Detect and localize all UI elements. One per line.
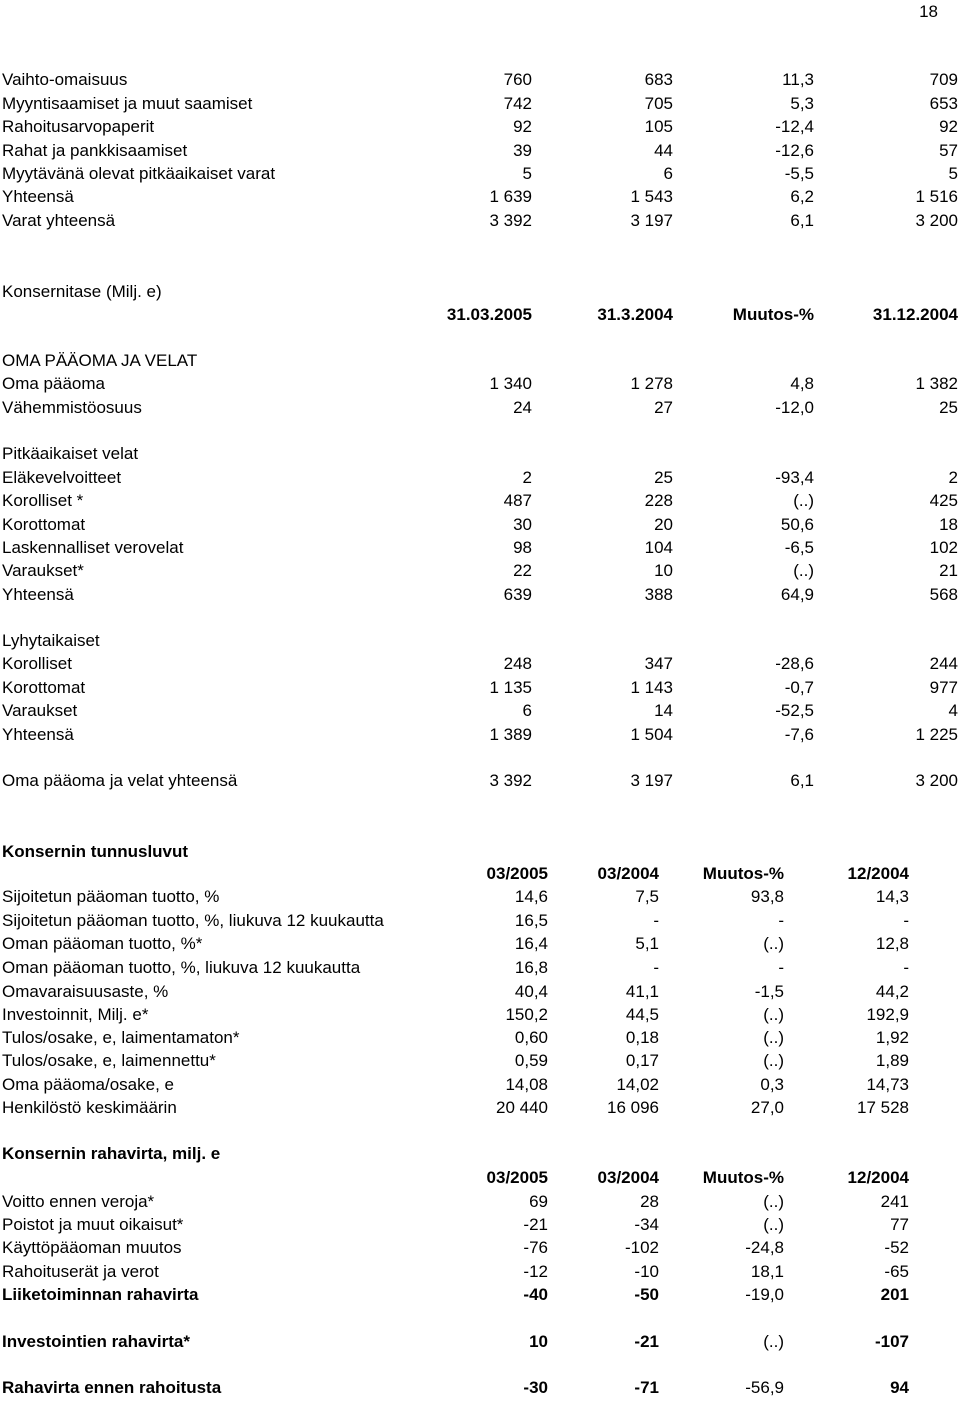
subheading — [0, 350, 960, 372]
row-label: Henkilöstö keskimäärin — [2, 1098, 177, 1117]
table-row — [0, 116, 960, 138]
column-header: 12/2004 — [847, 1168, 909, 1187]
value-cell: -107 — [874, 1332, 909, 1351]
table-row — [0, 1261, 960, 1283]
table-row — [0, 560, 960, 582]
value-cell: 6 — [663, 164, 673, 183]
value-cell: 41,1 — [625, 982, 659, 1001]
row-label: Rahoitusarvopaperit — [2, 117, 155, 136]
row-label: Yhteensä — [2, 187, 74, 206]
value-cell: 77 — [890, 1215, 909, 1234]
row-label: Varaukset* — [2, 561, 84, 580]
table-row — [0, 1214, 960, 1236]
value-cell: 3 197 — [630, 211, 673, 230]
table-row — [0, 677, 960, 699]
value-cell: 17 528 — [857, 1098, 909, 1117]
row-label: Korottomat — [2, 678, 86, 697]
value-cell: 10 — [654, 561, 673, 580]
value-cell: 14,02 — [616, 1075, 659, 1094]
value-cell: -7,6 — [784, 725, 814, 744]
column-header: 03/2004 — [597, 864, 659, 883]
column-header: 03/2005 — [486, 1168, 548, 1187]
row-label: Oma pääoma ja velat yhteensä — [2, 771, 238, 790]
value-cell: 44,2 — [875, 982, 909, 1001]
value-cell: (..) — [763, 1051, 784, 1070]
value-cell: 12,8 — [875, 934, 909, 953]
table-row — [0, 886, 960, 908]
row-label: Investoinnit, Milj. e* — [2, 1005, 149, 1024]
table-row — [0, 514, 960, 536]
value-cell: 93,8 — [750, 887, 784, 906]
value-cell: 57 — [939, 141, 958, 160]
cash-flow-title: Konsernin rahavirta, milj. e — [2, 1144, 221, 1163]
value-cell: 244 — [929, 654, 958, 673]
value-cell: 760 — [503, 70, 532, 89]
table-row — [0, 93, 960, 115]
total-row — [0, 1331, 960, 1353]
row-label: Rahoituserät ja verot — [2, 1262, 159, 1281]
value-cell: 709 — [929, 70, 958, 89]
value-cell: 27,0 — [750, 1098, 784, 1117]
value-cell: -21 — [523, 1215, 548, 1234]
row-label: Myytävänä olevat pitkäaikaiset varat — [2, 164, 276, 183]
value-cell: 25 — [654, 468, 673, 487]
value-cell: 4,8 — [790, 374, 814, 393]
value-cell: 1,89 — [875, 1051, 909, 1070]
value-cell: -12,0 — [775, 398, 814, 417]
subheading — [0, 443, 960, 465]
value-cell: 1 504 — [630, 725, 673, 744]
row-label: Käyttöpääoman muutos — [2, 1238, 182, 1257]
row-label: Liiketoiminnan rahavirta — [2, 1285, 199, 1304]
value-cell: 1 340 — [489, 374, 532, 393]
value-cell: 1,92 — [875, 1028, 909, 1047]
value-cell: -30 — [523, 1378, 548, 1397]
value-cell: 16,8 — [514, 958, 548, 977]
value-cell: -6,5 — [784, 538, 814, 557]
balance-title: Konsernitase (Milj. e) — [2, 282, 162, 301]
value-cell: 3 392 — [489, 211, 532, 230]
value-cell: -65 — [884, 1262, 909, 1281]
value-cell: -34 — [634, 1215, 659, 1234]
value-cell: 347 — [644, 654, 673, 673]
value-cell: 105 — [644, 117, 673, 136]
table-row — [0, 910, 960, 932]
column-header: 12/2004 — [847, 864, 909, 883]
value-cell: -24,8 — [745, 1238, 784, 1257]
value-cell: 98 — [513, 538, 532, 557]
value-cell: -5,5 — [784, 164, 814, 183]
table-row — [0, 700, 960, 722]
value-cell: - — [653, 911, 659, 930]
equity-heading: OMA PÄÄOMA JA VELAT — [2, 351, 198, 370]
row-label: Oman pääoman tuotto, %* — [2, 934, 203, 953]
value-cell: 3 392 — [489, 771, 532, 790]
column-header: Muutos-% — [732, 305, 814, 324]
value-cell: 30 — [513, 515, 532, 534]
value-cell: 40,4 — [514, 982, 548, 1001]
row-label: Rahat ja pankkisaamiset — [2, 141, 188, 160]
value-cell: 22 — [513, 561, 532, 580]
value-cell: 0,17 — [625, 1051, 659, 1070]
table-row — [0, 140, 960, 162]
row-label: Laskennalliset verovelat — [2, 538, 184, 557]
value-cell: 1 135 — [489, 678, 532, 697]
column-header: 03/2004 — [597, 1168, 659, 1187]
value-cell: -21 — [634, 1332, 659, 1351]
value-cell: 92 — [513, 117, 532, 136]
value-cell: (..) — [763, 1028, 784, 1047]
page-number: 18 — [919, 2, 938, 21]
total-row — [0, 770, 960, 792]
value-cell: 14 — [654, 701, 673, 720]
value-cell: -102 — [624, 1238, 659, 1257]
value-cell: 653 — [929, 94, 958, 113]
value-cell: 683 — [644, 70, 673, 89]
table-row — [0, 186, 960, 208]
value-cell: -52,5 — [775, 701, 814, 720]
row-label: Eläkevelvoitteet — [2, 468, 122, 487]
value-cell: -1,5 — [754, 982, 784, 1001]
row-label: Investointien rahavirta* — [2, 1332, 191, 1351]
value-cell: - — [778, 911, 784, 930]
value-cell: 21 — [939, 561, 958, 580]
value-cell: 14,3 — [875, 887, 909, 906]
value-cell: 425 — [929, 491, 958, 510]
value-cell: 1 543 — [630, 187, 673, 206]
row-label: Korolliset — [2, 654, 72, 673]
value-cell: - — [903, 911, 909, 930]
value-cell: 639 — [503, 585, 532, 604]
row-label: Tulos/osake, e, laimennettu* — [2, 1051, 216, 1070]
value-cell: 2 — [522, 468, 532, 487]
value-cell: 2 — [948, 468, 958, 487]
value-cell: 4 — [948, 701, 958, 720]
value-cell: 16,4 — [514, 934, 548, 953]
value-cell: 150,2 — [505, 1005, 548, 1024]
row-label: Korolliset * — [2, 491, 84, 510]
table-row — [0, 537, 960, 559]
value-cell: 28 — [640, 1192, 659, 1211]
value-cell: 192,9 — [866, 1005, 909, 1024]
row-label: Sijoitetun pääoman tuotto, % — [2, 887, 220, 906]
row-label: Omavaraisuusaste, % — [2, 982, 169, 1001]
value-cell: 94 — [890, 1378, 909, 1397]
value-cell: 388 — [644, 585, 673, 604]
table-row — [0, 653, 960, 675]
column-header: 03/2005 — [486, 864, 548, 883]
value-cell: -56,9 — [745, 1378, 784, 1397]
value-cell: 1 143 — [630, 678, 673, 697]
table-row — [0, 981, 960, 1003]
value-cell: 5 — [948, 164, 958, 183]
row-label: Voitto ennen veroja* — [2, 1192, 155, 1211]
value-cell: 5,1 — [635, 934, 659, 953]
value-cell: 6 — [522, 701, 532, 720]
value-cell: - — [778, 958, 784, 977]
value-cell: 487 — [503, 491, 532, 510]
table-row — [0, 373, 960, 395]
value-cell: 568 — [929, 585, 958, 604]
value-cell: 50,6 — [780, 515, 814, 534]
value-cell: 705 — [644, 94, 673, 113]
table-row — [0, 163, 960, 185]
value-cell: 1 639 — [489, 187, 532, 206]
table-row — [0, 724, 960, 746]
column-header: Muutos-% — [702, 864, 784, 883]
value-cell: (..) — [793, 491, 814, 510]
value-cell: -0,7 — [784, 678, 814, 697]
value-cell: 20 440 — [496, 1098, 548, 1117]
value-cell: (..) — [763, 1215, 784, 1234]
value-cell: 10 — [529, 1332, 548, 1351]
value-cell: -10 — [634, 1262, 659, 1281]
value-cell: - — [653, 958, 659, 977]
value-cell: 102 — [929, 538, 958, 557]
value-cell: 5,3 — [790, 94, 814, 113]
subheading — [0, 630, 960, 652]
value-cell: 64,9 — [780, 585, 814, 604]
shortterm-heading: Lyhytaikaiset — [2, 631, 100, 650]
value-cell: (..) — [763, 1005, 784, 1024]
table-row — [0, 933, 960, 955]
table-header — [0, 863, 960, 885]
value-cell: 1 278 — [630, 374, 673, 393]
value-cell: -71 — [634, 1378, 659, 1397]
value-cell: 0,59 — [514, 1051, 548, 1070]
value-cell: 1 382 — [915, 374, 958, 393]
value-cell: 20 — [654, 515, 673, 534]
value-cell: - — [903, 958, 909, 977]
total-row — [0, 1377, 960, 1399]
value-cell: 228 — [644, 491, 673, 510]
row-label: Korottomat — [2, 515, 86, 534]
value-cell: 18 — [939, 515, 958, 534]
value-cell: 201 — [880, 1285, 909, 1304]
value-cell: 0,60 — [514, 1028, 548, 1047]
table-row — [0, 584, 960, 606]
section-title — [0, 1143, 960, 1165]
table-row — [0, 467, 960, 489]
value-cell: 44 — [654, 141, 673, 160]
row-label: Tulos/osake, e, laimentamaton* — [2, 1028, 240, 1047]
column-header: 31.12.2004 — [872, 305, 958, 324]
row-label: Oma pääoma — [2, 374, 105, 393]
row-label: Vaihto-omaisuus — [2, 70, 128, 89]
longterm-heading: Pitkäaikaiset velat — [2, 444, 139, 463]
value-cell: 11,3 — [782, 70, 814, 89]
row-label: Vähemmistöosuus — [2, 398, 142, 417]
section-title — [0, 841, 960, 863]
value-cell: 3 200 — [915, 771, 958, 790]
value-cell: 69 — [529, 1192, 548, 1211]
total-row — [0, 1284, 960, 1306]
value-cell: 1 516 — [915, 187, 958, 206]
value-cell: 248 — [503, 654, 532, 673]
value-cell: 25 — [939, 398, 958, 417]
value-cell: (..) — [763, 1332, 784, 1351]
table-row — [0, 1074, 960, 1096]
row-label: Oman pääoman tuotto, %, liukuva 12 kuukautta — [2, 958, 361, 977]
value-cell: 14,6 — [514, 887, 548, 906]
row-label: Poistot ja muut oikaisut* — [2, 1215, 184, 1234]
table-row — [0, 1004, 960, 1026]
value-cell: 14,08 — [505, 1075, 548, 1094]
value-cell: -40 — [523, 1285, 548, 1304]
column-header: 31.3.2004 — [597, 305, 673, 324]
key-figures-title: Konsernin tunnusluvut — [2, 842, 189, 861]
value-cell: 6,1 — [790, 211, 814, 230]
row-label: Myyntisaamiset ja muut saamiset — [2, 94, 253, 113]
value-cell: 14,73 — [866, 1075, 909, 1094]
table-row — [0, 1050, 960, 1072]
value-cell: 1 389 — [489, 725, 532, 744]
value-cell: -12,6 — [775, 141, 814, 160]
value-cell: 0,3 — [760, 1075, 784, 1094]
table-row — [0, 1237, 960, 1259]
row-label: Yhteensä — [2, 585, 74, 604]
table-row — [0, 397, 960, 419]
value-cell: 6,2 — [790, 187, 814, 206]
value-cell: 0,18 — [625, 1028, 659, 1047]
table-row — [0, 957, 960, 979]
value-cell: 16 096 — [607, 1098, 659, 1117]
value-cell: 241 — [880, 1192, 909, 1211]
value-cell: 39 — [513, 141, 532, 160]
value-cell: -28,6 — [775, 654, 814, 673]
row-label: Sijoitetun pääoman tuotto, %, liukuva 12 kuukautta — [2, 911, 384, 930]
value-cell: 16,5 — [514, 911, 548, 930]
value-cell: 7,5 — [635, 887, 659, 906]
value-cell: (..) — [763, 934, 784, 953]
value-cell: -76 — [523, 1238, 548, 1257]
column-header: Muutos-% — [702, 1168, 784, 1187]
value-cell: 27 — [654, 398, 673, 417]
value-cell: 44,5 — [625, 1005, 659, 1024]
value-cell: (..) — [793, 561, 814, 580]
value-cell: 6,1 — [790, 771, 814, 790]
table-row — [0, 490, 960, 512]
value-cell: 3 200 — [915, 211, 958, 230]
value-cell: 5 — [522, 164, 532, 183]
row-label: Varat yhteensä — [2, 211, 116, 230]
value-cell: 3 197 — [630, 771, 673, 790]
table-row — [0, 1027, 960, 1049]
value-cell: -19,0 — [745, 1285, 784, 1304]
table-header — [0, 304, 960, 326]
section-title — [0, 281, 960, 303]
value-cell: 104 — [644, 538, 673, 557]
value-cell: -52 — [884, 1238, 909, 1257]
value-cell: -50 — [634, 1285, 659, 1304]
value-cell: 18,1 — [750, 1262, 784, 1281]
value-cell: 977 — [929, 678, 958, 697]
row-label: Varaukset — [2, 701, 78, 720]
table-row — [0, 1097, 960, 1119]
table-header — [0, 1167, 960, 1189]
value-cell: 92 — [939, 117, 958, 136]
column-header: 31.03.2005 — [446, 305, 532, 324]
row-label: Yhteensä — [2, 725, 74, 744]
value-cell: 1 225 — [915, 725, 958, 744]
table-row — [0, 69, 960, 91]
value-cell: 24 — [513, 398, 532, 417]
table-row — [0, 1191, 960, 1213]
row-label: Oma pääoma/osake, e — [2, 1075, 174, 1094]
value-cell: 742 — [503, 94, 532, 113]
value-cell: -93,4 — [775, 468, 814, 487]
table-row — [0, 210, 960, 232]
value-cell: -12,4 — [775, 117, 814, 136]
row-label: Rahavirta ennen rahoitusta — [2, 1378, 222, 1397]
value-cell: -12 — [523, 1262, 548, 1281]
value-cell: (..) — [763, 1192, 784, 1211]
